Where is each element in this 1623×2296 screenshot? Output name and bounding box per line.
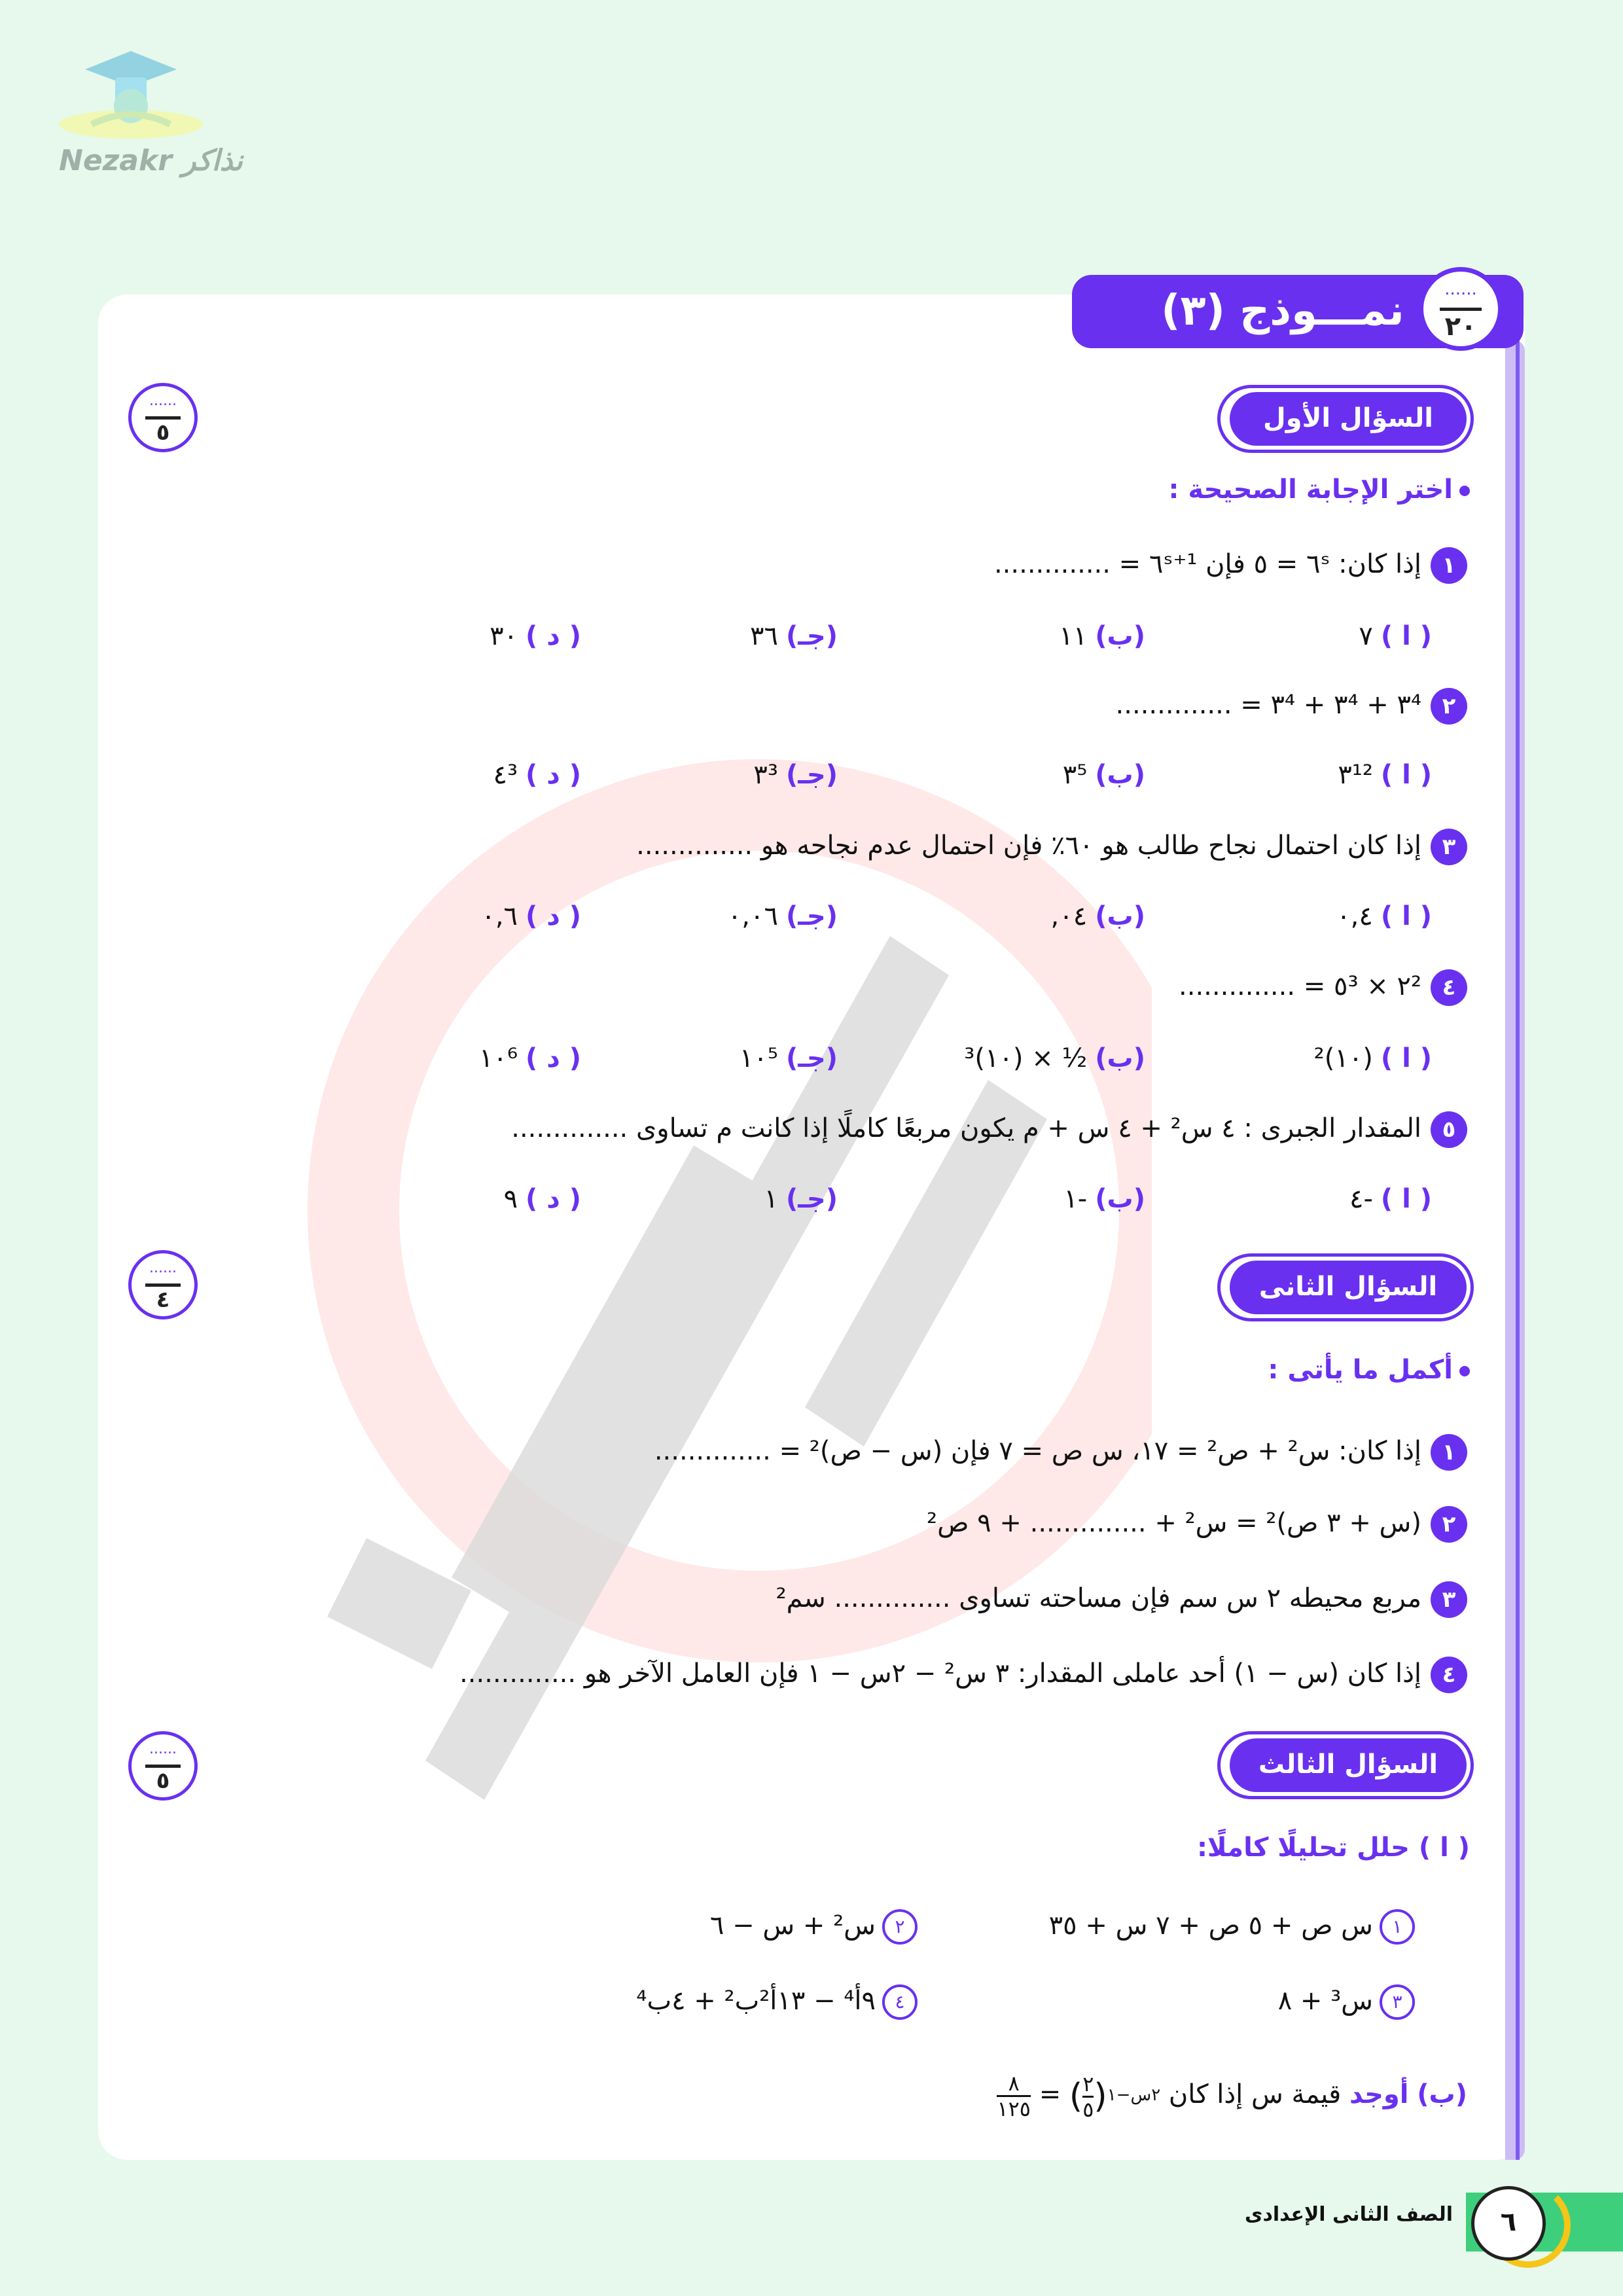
part2-instruction: [1268, 1355, 1470, 1385]
part3a-instruction-text: حلل تحليلًا كاملًا:: [1196, 1833, 1410, 1863]
choice-label: (جـ): [785, 901, 838, 931]
section-1-score: ٥: [156, 420, 170, 446]
equals-sign: =: [1039, 2079, 1061, 2109]
choice-value: -١: [1063, 1184, 1088, 1214]
question-number: ٣: [1431, 829, 1467, 865]
section-2-score-circle: [128, 1250, 198, 1319]
part3b-label: (ب): [1417, 2079, 1467, 2109]
p1-q5-choice-d: [504, 1178, 581, 1220]
exponent: ٢س−١: [1107, 2085, 1161, 2105]
question-number: ٢: [1431, 1506, 1467, 1543]
choice-label: ( ا ): [1380, 760, 1432, 790]
score-dots: ......: [149, 1260, 177, 1276]
part1-instruction-text: اختر الإجابة الصحيحة :: [1168, 475, 1453, 505]
choice-label: ( ا ): [1380, 1043, 1432, 1073]
pill-inner: [1230, 392, 1467, 446]
item-number: ١: [1380, 1909, 1415, 1945]
section-2-score: ٤: [156, 1287, 170, 1313]
item-number: ٣: [1380, 1984, 1415, 2020]
grade-label: الصف الثانى الإعدادى: [1244, 2203, 1453, 2226]
side-rail-line: [1516, 340, 1520, 2160]
question-number: ٥: [1431, 1111, 1467, 1148]
choice-value: ٣٠: [490, 621, 518, 651]
choice-label: (جـ): [785, 1184, 838, 1214]
base-numerator: ٢: [1082, 2071, 1094, 2096]
choice-label: (جـ): [785, 621, 838, 651]
p1-q2-choice-c: [753, 754, 838, 796]
part3a-instruction: [1197, 1833, 1470, 1863]
choice-label: ( ا ): [1380, 1184, 1432, 1214]
choice-value: (١٠)²: [1313, 1043, 1373, 1073]
rhs-fraction: [997, 2072, 1031, 2121]
section-3-score: ٥: [156, 1768, 170, 1794]
choice-value: ٣⁵: [1062, 760, 1088, 790]
choice-value: ½ × (١٠)³: [964, 1043, 1088, 1073]
p1-q1-choice-b: [1059, 615, 1145, 657]
rhs-denominator: ١٢٥: [997, 2096, 1031, 2121]
section-1-pill: [1217, 385, 1474, 453]
item-number: ٤: [882, 1984, 918, 2020]
p1-q3-choice-b: [1051, 895, 1145, 937]
section-3-label: السؤال الثالث: [1258, 1749, 1438, 1780]
bullet-icon: [1459, 486, 1470, 496]
section-3-pill: [1217, 1731, 1474, 1799]
choice-label: (جـ): [785, 1043, 838, 1073]
choice-label: (ب): [1095, 901, 1145, 931]
choice-value: ٣٦: [749, 621, 778, 651]
p1-q5-choice-a: [1349, 1178, 1432, 1220]
choice-value: -٤: [1349, 1184, 1373, 1214]
logo-text: Nezakr نذاكر: [59, 144, 243, 177]
choice-label: (جـ): [785, 760, 838, 790]
question-number: ٢: [1431, 688, 1467, 725]
question-text: إذا كان: ٦ˢ = ٥ فإن ٦ˢ⁺¹ = ..............: [993, 549, 1421, 579]
choice-value: ٩: [503, 1184, 518, 1214]
side-rail: [1505, 340, 1525, 2160]
p3-item-4: [636, 1980, 918, 2022]
page-number: ٦: [1471, 2186, 1546, 2261]
choice-value: ٣³: [753, 760, 778, 790]
question-text: ٢² × ٥³ = ..............: [1179, 971, 1421, 1001]
score-dots: ......: [149, 1741, 177, 1757]
choice-label: (ب): [1095, 621, 1145, 651]
p1-q2-choice-d: [493, 754, 581, 796]
choice-value: ٠,٠٦: [727, 901, 778, 931]
p2-question-4: [459, 1653, 1467, 1695]
choice-value: ٠,٤: [1336, 901, 1373, 931]
p1-q5-choice-c: [764, 1178, 838, 1220]
base-fraction: ( ٢ ٥ )$^{٢س-١}$: [1069, 2071, 1161, 2122]
p1-q3-choice-d: [481, 895, 581, 937]
p2-question-1: [654, 1430, 1467, 1472]
choice-value: ٤³: [493, 760, 518, 790]
choice-value: ٧: [1359, 621, 1373, 651]
p3-item-1: [1049, 1905, 1415, 1946]
choice-label: ( د ): [526, 760, 581, 790]
choice-label: ( د ): [526, 621, 581, 651]
question-text: المقدار الجبرى : ٤ س² + ٤ س + م يكون مربعًا كاملًا إذا كانت م تساوى ..............: [511, 1113, 1421, 1143]
choice-value: ١١: [1059, 621, 1088, 651]
part2-instruction-text: أكمل ما يأتى :: [1268, 1355, 1453, 1385]
question-text: مربع محيطه ٢ س سم فإن مساحته تساوى .............. سم²: [776, 1583, 1421, 1613]
item-text: س ص + ٥ ص + ٧ س + ٣٥: [1048, 1910, 1373, 1941]
nezakr-logo: [52, 46, 242, 190]
p1-question-4: [1179, 965, 1467, 1007]
choice-value: ٣¹²: [1338, 760, 1373, 790]
p1-q1-choice-a: [1359, 615, 1432, 657]
part3b-text: قيمة س إذا كان: [1168, 2079, 1342, 2109]
choice-label: ( د ): [526, 901, 581, 931]
p1-question-5: [511, 1107, 1467, 1149]
question-text: إذا كان احتمال نجاح طالب هو ٦٠٪ فإن احتمال عدم نجاحه هو ..............: [636, 831, 1421, 861]
p2-question-3: [776, 1577, 1467, 1619]
graduation-cap-icon: [52, 46, 242, 144]
page-title: نمـــوذج (٣): [1161, 287, 1404, 335]
p1-q5-choice-b: [1063, 1178, 1145, 1220]
total-score-circle: [1419, 267, 1503, 351]
section-2-label: السؤال الثانى: [1258, 1272, 1438, 1302]
rhs-numerator: ٨: [997, 2072, 1031, 2097]
score-dots: ......: [149, 393, 177, 409]
p1-question-1: [994, 543, 1467, 585]
section-3-score-circle: [128, 1731, 198, 1801]
p1-q4-choice-a: [1314, 1037, 1432, 1079]
section-1-score-circle: [128, 383, 198, 452]
choice-label: ( د ): [526, 1184, 581, 1214]
choice-label: (ب): [1095, 760, 1145, 790]
part3b-keyword: أوجد: [1349, 2079, 1409, 2109]
choice-label: ( ا ): [1380, 621, 1432, 651]
question-number: ٤: [1431, 969, 1467, 1006]
p1-question-3: [636, 825, 1467, 867]
pill-inner: [1230, 1261, 1467, 1314]
part3a-label: ( ا ): [1418, 1833, 1470, 1863]
question-text: ٣⁴ + ٣⁴ + ٣⁴ = ..............: [1115, 690, 1421, 720]
total-score: ٢٠: [1444, 312, 1477, 342]
choice-value: ١: [764, 1184, 778, 1214]
choice-label: ( ا ): [1380, 901, 1432, 931]
item-text: س³ + ٨: [1277, 1986, 1373, 2016]
question-text: إذا كان (س − ١) أحد عاملى المقدار: ٣ س² − ٢س − ١ فإن العامل الآخر هو ..............: [459, 1659, 1421, 1689]
section-2-pill: [1217, 1253, 1474, 1321]
item-number: ٢: [882, 1909, 918, 1945]
score-bar: [1440, 308, 1482, 311]
choice-value: ٠,٦: [481, 901, 518, 931]
p1-q1-choice-d: [490, 615, 581, 657]
choice-label: (ب): [1095, 1043, 1145, 1073]
section-1-label: السؤال الأول: [1263, 403, 1433, 433]
p1-q2-choice-b: [1063, 754, 1145, 796]
p1-question-2: [1116, 684, 1467, 726]
p1-q4-choice-c: [740, 1037, 838, 1079]
base-denominator: ٥: [1082, 2096, 1094, 2122]
choice-label: (ب): [1095, 1184, 1145, 1214]
question-number: ٤: [1431, 1657, 1467, 1693]
p3-item-3: [1278, 1980, 1415, 2022]
p1-q2-choice-a: [1338, 754, 1432, 796]
question-text: إذا كان: س² + ص² = ١٧، س ص = ٧ فإن (س − ص)² = ..............: [654, 1436, 1421, 1466]
item-text: س² + س − ٦: [709, 1910, 876, 1941]
p2-question-2: [927, 1502, 1467, 1544]
question-number: ٣: [1431, 1581, 1467, 1618]
choice-value: ١٠⁶: [479, 1043, 518, 1073]
p1-q3-choice-a: [1336, 895, 1432, 937]
p1-q3-choice-c: [728, 895, 838, 937]
question-number: ١: [1431, 547, 1467, 584]
p1-q4-choice-d: [479, 1037, 581, 1079]
p3-part-b: [997, 2068, 1467, 2123]
choice-value: ٠٤,: [1050, 901, 1088, 931]
p1-q1-choice-c: [750, 615, 838, 657]
question-text: (س + ٣ ص)² = س² + .............. + ٩ ص²: [927, 1508, 1421, 1538]
choice-value: ١٠⁵: [739, 1043, 778, 1073]
pill-inner: [1230, 1738, 1467, 1792]
item-text: ٩أ⁴ − ١٣أ²ب² + ٤ب⁴: [636, 1986, 876, 2016]
score-dots: ......: [1444, 279, 1477, 299]
part1-instruction: [1168, 475, 1470, 505]
question-number: ١: [1431, 1434, 1467, 1471]
bullet-icon: [1459, 1366, 1470, 1376]
p3-item-2: [710, 1905, 918, 1946]
p1-q4-choice-b: [964, 1037, 1145, 1079]
choice-label: ( د ): [526, 1043, 581, 1073]
